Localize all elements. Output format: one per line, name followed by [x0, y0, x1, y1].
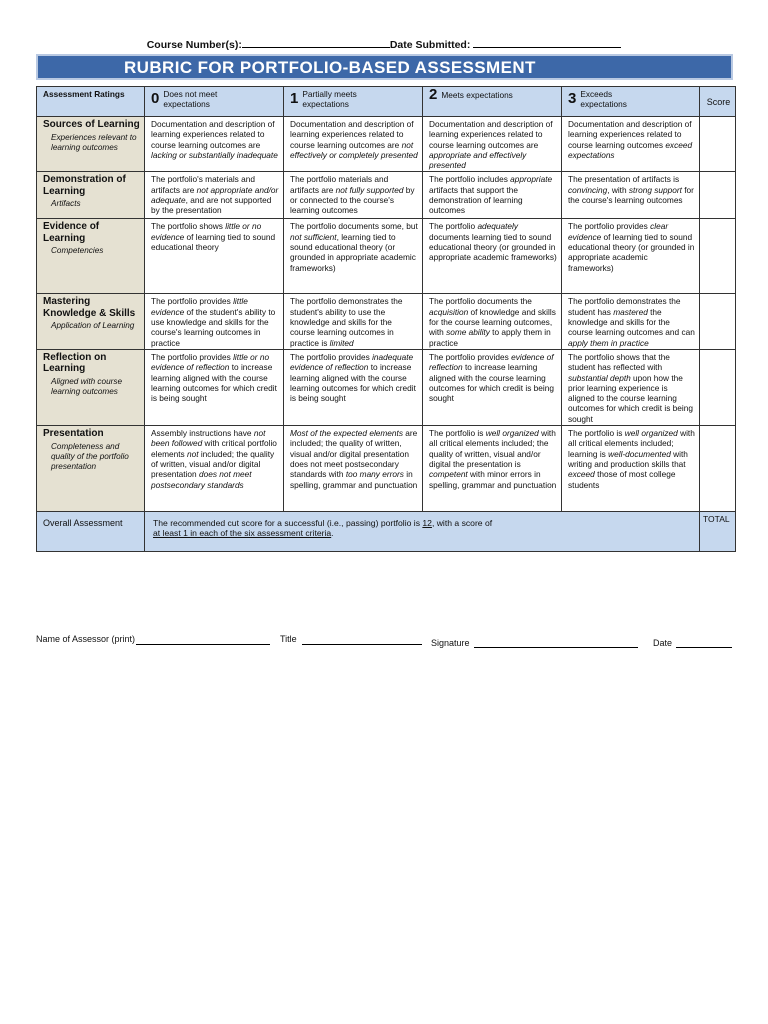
score-cell[interactable] — [700, 172, 736, 219]
level-2-header: 2 Meets expectations — [423, 87, 562, 117]
rubric-row — [37, 426, 736, 512]
rubric-table — [36, 86, 736, 552]
assessor-name-field[interactable] — [136, 644, 270, 645]
rubric-cell-level-0: The portfolio shows little or no evidence of learning tied to sound educational theory — [145, 219, 284, 294]
course-date-line — [36, 37, 732, 51]
criterion-subtitle: Application of Learning — [51, 321, 135, 331]
criterion-label — [37, 349, 145, 425]
rubric-cell-level-3: The presentation of artifacts is convincing, with strong support for the course's learning outcomes — [562, 172, 700, 219]
score-header: Score — [700, 87, 736, 117]
criterion-subtitle: Completeness and quality of the portfolio presentation — [51, 441, 129, 471]
signature-field[interactable] — [474, 647, 638, 648]
score-cell[interactable] — [700, 349, 736, 425]
rubric-cell-level-2: The portfolio adequately documents learning tied to sound educational theory (or grounded in appropriate academic frameworks) — [423, 219, 562, 294]
score-cell[interactable] — [700, 117, 736, 172]
date-field[interactable] — [676, 647, 732, 648]
overall-assessment-text: The recommended cut score for a successful (i.e., passing) portfolio is 12, with a score of at least 1 in each of the six assessment criteria. — [145, 512, 700, 552]
level-0-header: 0 Does not meet expectations — [145, 87, 284, 117]
criterion-title: Reflection on Learning — [43, 351, 107, 375]
criterion-title: Demonstration of Learning — [43, 174, 126, 197]
title-label: Title — [280, 634, 297, 644]
rubric-cell-level-2: The portfolio provides evidence of reflection to increase learning aligned with the course learning outcomes for which credit is being sought — [423, 349, 562, 425]
criterion-subtitle: Experiences relevant to learning outcomes — [51, 132, 137, 152]
rubric-cell-level-0: The portfolio's materials and artifacts are not appropriate and/or adequate, and are not supported by the presentation — [145, 172, 284, 219]
title-field[interactable] — [302, 644, 422, 645]
rubric-cell-level-3: The portfolio demonstrates the student has mastered the knowledge and skills for the course learning outcomes and can apply them in practice — [562, 294, 700, 349]
rubric-cell-level-1: The portfolio materials and artifacts are not fully supported by or connected to the course's learning outcomes — [284, 172, 423, 219]
rubric-row — [37, 294, 736, 349]
score-cell[interactable] — [700, 426, 736, 512]
rubric-cell-level-1: Most of the expected elements are included; the quality of written, visual and/or digital presentation does not meet postsecondary standards with too many errors in spelling, grammar and punctuation — [284, 426, 423, 512]
overall-assessment-label: Overall Assessment — [37, 512, 145, 552]
total-score-cell[interactable]: TOTAL — [700, 512, 736, 552]
rubric-cell-level-0: Assembly instructions have not been followed with critical portfolio elements not included; the quality of written, visual and/or digital presentation does not meet postsecondary standards — [145, 426, 284, 512]
rubric-cell-level-0: The portfolio provides little evidence of the student's ability to use knowledge and skills for the course's learning outcomes in practice — [145, 294, 284, 349]
course-number-label: Course Number(s): — [146, 39, 242, 51]
overall-assessment-row — [37, 512, 736, 552]
criterion-subtitle: Competencies — [51, 246, 104, 256]
page-title: RUBRIC FOR PORTFOLIO-BASED ASSESSMENT — [36, 54, 733, 80]
rubric-cell-level-2: The portfolio is well organized with all critical elements included; the quality of written, visual and/or digital the presentation is competent with minor errors in spelling, grammar and punctuation — [423, 426, 562, 512]
rubric-cell-level-3: The portfolio is well organized with all critical elements included; learning is well-documented with writing and production skills that exceed those of most college students — [562, 426, 700, 512]
rubric-cell-level-2: The portfolio documents the acquisition of knowledge and skills for the course learning outcomes, with some ability to apply them in practice — [423, 294, 562, 349]
rubric-row — [37, 117, 736, 172]
criterion-subtitle: Artifacts — [51, 199, 81, 209]
rubric-cell-level-1: The portfolio provides inadequate evidence of reflection to increase learning aligned with the course learning outcomes for which credit is being sought — [284, 349, 423, 425]
date-submitted-label: Date Submitted: — [389, 39, 471, 51]
rubric-cell-level-2: Documentation and description of learning experiences related to course learning outcomes are appropriate and effectively presented — [423, 117, 562, 172]
criterion-subtitle: Aligned with course learning outcomes — [51, 376, 122, 396]
signature-label: Signature — [431, 638, 470, 648]
score-cell[interactable] — [700, 294, 736, 349]
rubric-cell-level-1: The portfolio demonstrates the student's ability to use the knowledge and skills for the course learning outcomes in practice is limited — [284, 294, 423, 349]
criterion-title: Mastering Knowledge & Skills — [43, 296, 136, 319]
level-1-header: 1 Partially meets expectations — [284, 87, 423, 117]
score-cell[interactable] — [700, 219, 736, 294]
criterion-label — [37, 294, 145, 349]
criterion-title: Evidence of Learning — [43, 221, 100, 244]
criterion-label — [37, 426, 145, 512]
rubric-header-row — [37, 87, 736, 117]
date-label: Date — [653, 638, 673, 648]
rubric-cell-level-1: The portfolio documents some, but not sufficient, learning tied to sound educational theory (or grounded in appropriate academic frameworks) — [284, 219, 423, 294]
corner-label: Assessment Ratings — [37, 87, 145, 117]
date-submitted-field[interactable] — [473, 37, 621, 48]
criterion-label — [37, 172, 145, 219]
course-number-field[interactable] — [242, 37, 390, 48]
rubric-row — [37, 219, 736, 294]
rubric-cell-level-3: The portfolio provides clear evidence of learning tied to sound educational theory (or grounded in appropriate academic frameworks) — [562, 219, 700, 294]
signature-footer — [36, 634, 736, 652]
criterion-title: Sources of Learning — [43, 119, 140, 130]
level-3-header: 3 Exceeds expectations — [562, 87, 700, 117]
criterion-title: Presentation — [43, 428, 104, 440]
rubric-cell-level-2: The portfolio includes appropriate artifacts that support the demonstration of learning outcomes — [423, 172, 562, 219]
rubric-cell-level-0: The portfolio provides little or no evidence of reflection to increase learning aligned with the course learning outcomes for which credit is being sought — [145, 349, 284, 425]
criterion-label — [37, 117, 145, 172]
rubric-row — [37, 349, 736, 425]
rubric-cell-level-0: Documentation and description of learning experiences related to course learning outcomes are lacking or substantially inadequate — [145, 117, 284, 172]
rubric-cell-level-1: Documentation and description of learning experiences related to course learning outcomes are not effectively or completely presented — [284, 117, 423, 172]
criterion-label — [37, 219, 145, 294]
rubric-cell-level-3: The portfolio shows that the student has reflected with substantial depth upon how the prior learning experience is aligned to the course learning outcomes for which credit is being sought — [562, 349, 700, 425]
assessor-name-label: Name of Assessor (print) — [36, 634, 136, 644]
rubric-cell-level-3: Documentation and description of learning experiences related to course learning outcomes exceed expectations — [562, 117, 700, 172]
rubric-row — [37, 172, 736, 219]
